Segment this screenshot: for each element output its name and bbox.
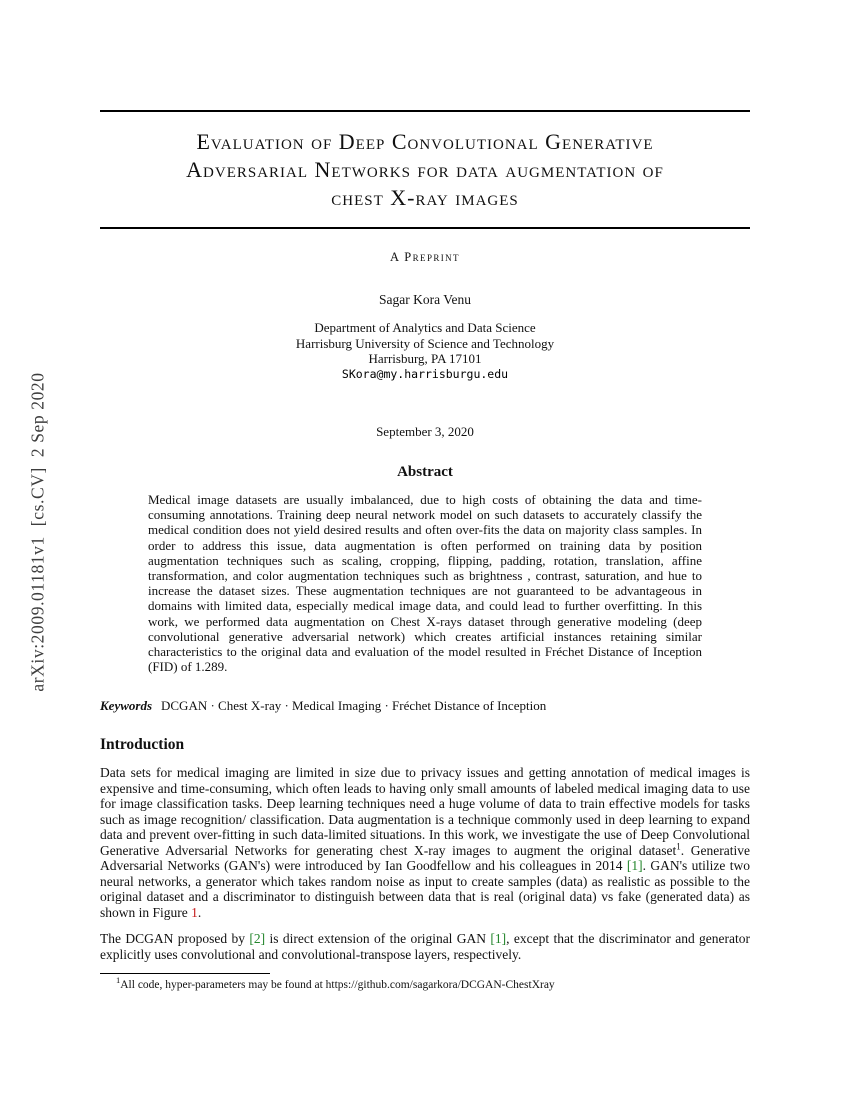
title-line-2: Adversarial Networks for data augmentation of (186, 157, 664, 182)
keywords-line (100, 698, 750, 714)
citation-link-1[interactable]: [1] (626, 858, 643, 874)
paragraph-text: The DCGAN proposed by (100, 931, 250, 947)
affiliation-department: Department of Analytics and Data Science (314, 320, 536, 335)
abstract-heading: Abstract (397, 464, 453, 480)
abstract-text: Medical image datasets are usually imbalanced, due to high costs of obtaining the data and time-consuming annotations. Training deep neural network model on such datasets to accurately classify the medical condition does not yield desired results and often over-fits the data on majority class samples. In order to address this issue, data augmentation is often performed on training data by position augmentation techniques such as scaling, cropping, flipping, padding, rotation, translation, affine transformation, and color augmentation techniques such as brightness , contrast, saturation, and hue to increase the dataset sizes. These augmentation techniques are not guaranteed to be advantageous in domains with limited data, especially medical image data, and could lead to further overfitting. In this work, we performed data augmentation on Chest X-rays dataset through generative modeling (deep convolutional generative adversarial network) which creates artificial instances retaining similar characteristics to the original data and evaluation of the model resulted in Fréchet Distance of Inception (FID) of 1.289. (148, 492, 702, 675)
paragraph-text: . (197, 904, 202, 920)
paper-title (108, 128, 742, 212)
author-affiliation (100, 320, 750, 382)
arxiv-watermark: arXiv:2009.01181v1 [cs.CV] 2 Sep 2020 (27, 372, 48, 692)
keywords-text: DCGAN · Chest X-ray · Medical Imaging · Fréchet Distance of Inception (161, 698, 547, 714)
section-heading-introduction: Introduction (100, 736, 185, 754)
footnote-url[interactable]: https://github.com/sagarkora/DCGAN-ChestXray (325, 979, 555, 992)
affiliation-city: Harrisburg, PA 17101 (368, 351, 482, 366)
citation-link-2[interactable]: [2] (249, 931, 266, 947)
footnote-rule (100, 973, 270, 974)
paragraph-text: , except that the discriminator and generator explicitly uses convolutional and convolutional-transpose layers, respectively. (100, 931, 751, 962)
footnote (100, 975, 750, 992)
title-rule-top (100, 110, 750, 112)
citation-link-1b[interactable]: [1] (490, 931, 507, 947)
preprint-label: A Preprint (390, 250, 460, 264)
author-email[interactable]: SKora@my.harrisburgu.edu (341, 366, 509, 381)
keywords-label: Keywords (100, 698, 152, 714)
intro-paragraph-2 (100, 931, 750, 962)
paragraph-text: . GAN's utilize two neural networks, a generator which takes random noise as input to create samples (data) as realistic as possible to the original dataset and a discriminator to distinguish between data that is real (original data) vs fake (generated data) as shown in Figure (100, 858, 750, 920)
paper-content (100, 0, 750, 992)
paragraph-text: is direct extension of the original GAN (265, 931, 491, 947)
title-rule-bottom (100, 227, 750, 229)
paper-date: September 3, 2020 (376, 424, 474, 439)
footnote-marker: 1 (116, 975, 121, 986)
figure-1-ref-link[interactable]: 1 (191, 904, 198, 920)
paragraph-text: . Generative Adversarial Networks (GAN's) were introduced by Ian Goodfellow and his colleagues in 2014 (100, 842, 750, 874)
title-line-1: Evaluation of Deep Convolutional Generative (196, 129, 654, 154)
footnote-text: All code, hyper-parameters may be found at (120, 979, 326, 992)
affiliation-university: Harrisburg University of Science and Technology (295, 335, 555, 351)
paragraph-text: Data sets for medical imaging are limited in size due to privacy issues and getting annotation of medical images is expensive and time-consuming, which often leads to having only small amounts of labeled medical imaging data to use for image classification tasks. Deep learning techniques need a huge volume of data to train effective models for tasks such as image recognition/ classification. Data augmentation is a technique commonly used in deep learning to expand data and prevent over-fitting in such data-limited situations. In this work, we investigate the use of Deep Convolutional Generative Adversarial Networks for generating chest X-ray images to augment the original dataset (100, 765, 750, 858)
footnote-marker-ref[interactable]: 1 (676, 841, 681, 852)
title-line-3: chest X-ray images (331, 185, 519, 210)
author-name: Sagar Kora Venu (379, 292, 471, 307)
intro-paragraph-1 (100, 765, 750, 920)
